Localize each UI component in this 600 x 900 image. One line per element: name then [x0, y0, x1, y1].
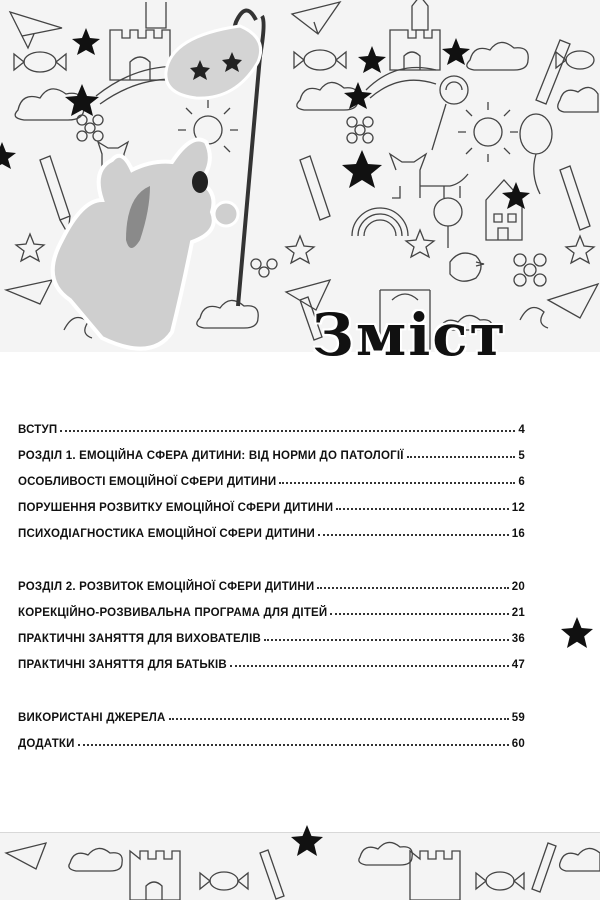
toc-entry-title: ПРАКТИЧНІ ЗАНЯТТЯ ДЛЯ ВИХОВАТЕЛІВ — [18, 633, 261, 645]
toc-entry[interactable] — [18, 476, 525, 502]
star-icon — [290, 824, 324, 858]
toc-entry-title: ВИКОРИСТАНІ ДЖЕРЕЛА — [18, 712, 166, 724]
toc-entry-page: 36 — [511, 633, 525, 645]
toc-entry[interactable] — [18, 607, 525, 633]
toc-entry-page: 16 — [511, 528, 525, 540]
toc-entry[interactable] — [18, 633, 525, 659]
toc-entry-title: ДОДАТКИ — [18, 738, 75, 750]
bunny-with-net-illustration — [53, 10, 264, 348]
doodle-header-illustration — [0, 0, 600, 352]
dot-leader — [78, 743, 509, 746]
toc-entry-title: ПОРУШЕННЯ РОЗВИТКУ ЕМОЦІЙНОЇ СФЕРИ ДИТИНИ — [18, 502, 334, 514]
toc-entry[interactable] — [18, 712, 525, 738]
toc-entry-title: РОЗДІЛ 1. ЕМОЦІЙНА СФЕРА ДИТИНИ: ВІД НОРМИ ДО ПАТОЛОГІЇ — [18, 450, 404, 462]
toc-spacer — [18, 554, 525, 581]
toc-entry-page: 59 — [511, 712, 525, 724]
toc-spacer — [18, 685, 525, 712]
toc-entry-title: ВСТУП — [18, 424, 58, 436]
toc-entry[interactable] — [18, 450, 525, 476]
toc-entry-title: ОСОБЛИВОСТІ ЕМОЦІЙНОЇ СФЕРИ ДИТИНИ — [18, 476, 277, 488]
toc-entry[interactable] — [18, 581, 525, 607]
toc-entry[interactable] — [18, 738, 525, 764]
toc-entry[interactable] — [18, 528, 525, 554]
toc-entry-page: 60 — [511, 738, 525, 750]
dot-leader — [279, 481, 515, 484]
toc-entry[interactable] — [18, 424, 525, 450]
toc-entry-page: 6 — [518, 476, 525, 488]
toc-entry[interactable] — [18, 659, 525, 685]
table-of-contents — [18, 424, 525, 764]
toc-entry-page: 21 — [511, 607, 525, 619]
toc-entry-title: ПРАКТИЧНІ ЗАНЯТТЯ ДЛЯ БАТЬКІВ — [18, 659, 227, 671]
toc-entry-page: 4 — [518, 424, 525, 436]
toc-entry-page: 12 — [511, 502, 525, 514]
dot-leader — [169, 717, 509, 720]
dot-leader — [60, 429, 515, 432]
page-title: Зміст — [312, 301, 508, 369]
star-icon — [560, 616, 594, 650]
dot-leader — [317, 586, 508, 589]
toc-entry-title: КОРЕКЦІЙНО-РОЗВИВАЛЬНА ПРОГРАМА ДЛЯ ДІТЕЙ — [18, 607, 328, 619]
toc-entry-title: РОЗДІЛ 2. РОЗВИТОК ЕМОЦІЙНОЇ СФЕРИ ДИТИНИ — [18, 581, 315, 593]
dot-leader — [336, 507, 509, 510]
dot-leader — [230, 664, 509, 667]
toc-entry-title: ПСИХОДІАГНОСТИКА ЕМОЦІЙНОЇ СФЕРИ ДИТИНИ — [18, 528, 316, 540]
dot-leader — [330, 612, 508, 615]
toc-entry-page: 20 — [511, 581, 525, 593]
toc-entry[interactable] — [18, 502, 525, 528]
dot-leader — [407, 455, 516, 458]
toc-entry-page: 47 — [511, 659, 525, 671]
toc-entry-page: 5 — [518, 450, 525, 462]
dot-leader — [264, 638, 509, 641]
dot-leader — [318, 533, 509, 536]
